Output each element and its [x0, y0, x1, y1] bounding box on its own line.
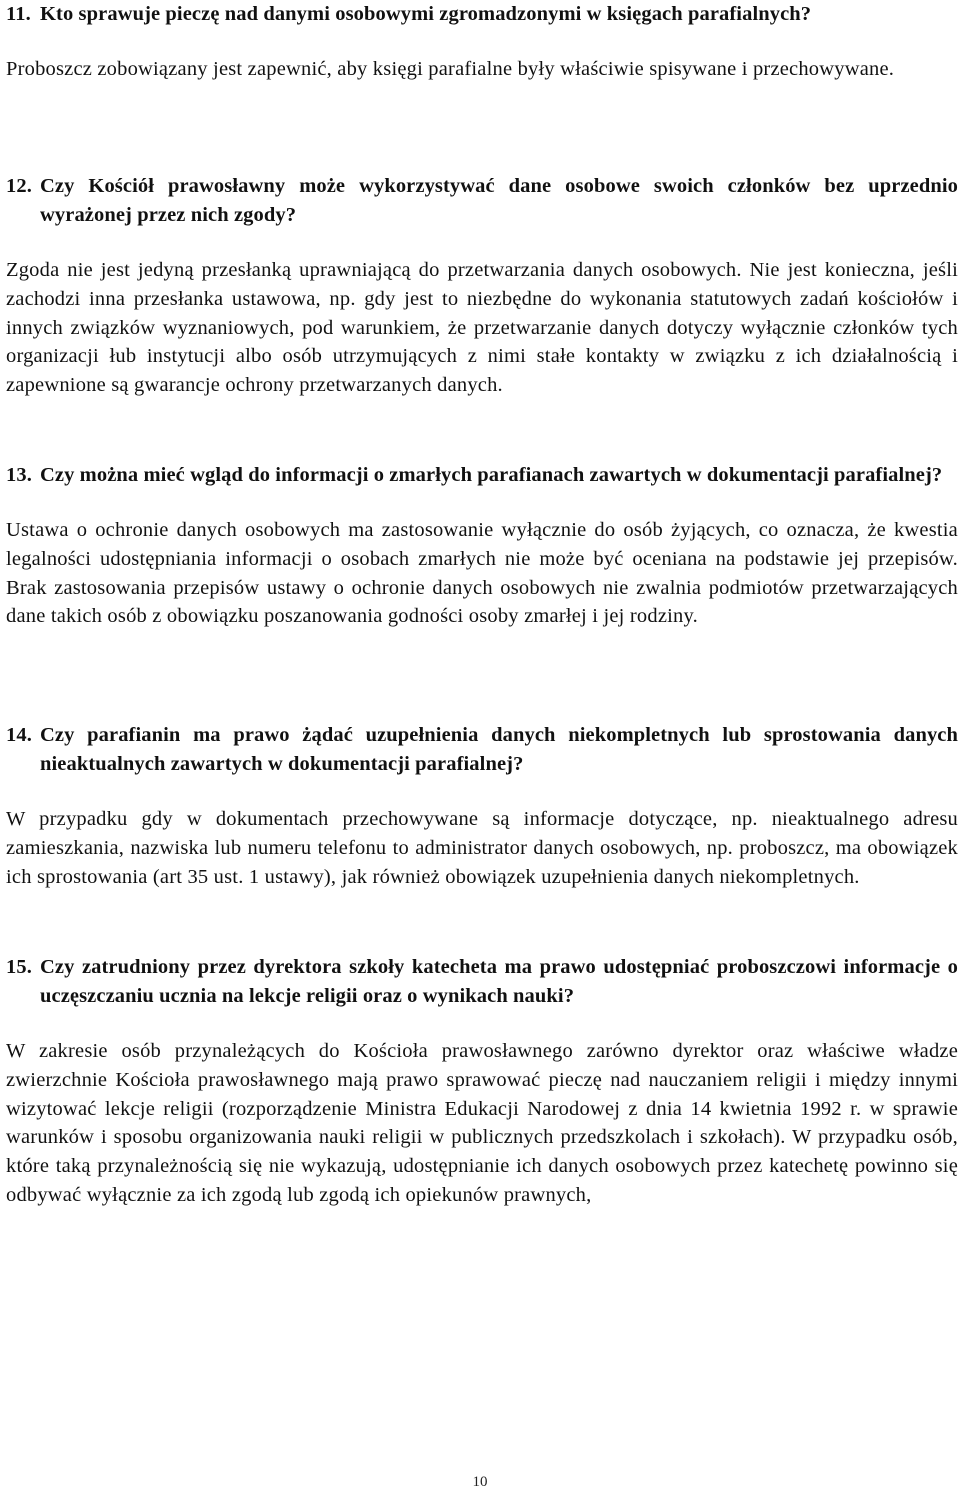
answer-paragraph: Zgoda nie jest jedyną przesłanką uprawniającą do przetwarzania danych osobowych. Nie jest konieczna, jeśli zachodzi inna przesłanka ustawowa, np. gdy jest to niezbędne do wykonania statutowych zadań kościołów i innych związków wyznaniowych, pod warunkiem, że przetwarzanie danych dotyczy wyłącznie członków tych organizacji łub instytucji albo osób utrzymujących z nimi stałe kontakty w związku z ich działalnością i zapewnione są gwarancje ochrony przetwarzanych danych. — [6, 259, 958, 397]
question-text: Kto sprawuje pieczę nad danymi osobowymi zgromadzonymi w księgach parafialnych? — [40, 3, 812, 25]
question-text: Czy zatrudniony przez dyrektora szkoły katecheta ma prawo udostępniać proboszczowi informacje o uczęszczaniu ucznia na lekcje religii oraz o wynikach nauki? — [40, 956, 958, 1007]
question-text: Czy parafianin ma prawo żądać uzupełnienia danych niekompletnych lub sprostowania danych nieaktualnych zawartych w dokumentacji parafialnej? — [40, 724, 958, 775]
question-text: Czy można mieć wgląd do informacji o zmarłych parafianach zawartych w dokumentacji parafialnej? — [40, 464, 943, 486]
question-text: Czy Kościół prawosławny może wykorzystywać dane osobowe swoich członków bez uprzednio wyrażonej przez nich zgody? — [40, 175, 958, 226]
question-number: 11. — [6, 3, 31, 25]
page-number: 10 — [472, 1474, 488, 1490]
qa-item-13 — [6, 461, 958, 631]
question-number: 13. — [6, 464, 32, 486]
qa-item-14 — [6, 721, 958, 891]
question-heading — [6, 0, 958, 29]
question-number: 15. — [6, 956, 32, 978]
qa-item-12 — [6, 172, 958, 400]
question-number: 12. — [6, 175, 32, 197]
question-number: 14. — [6, 724, 32, 746]
question-heading — [6, 953, 958, 1011]
qa-item-15 — [6, 953, 958, 1210]
answer-paragraph: Proboszcz zobowiązany jest zapewnić, aby księgi parafialne były właściwie spisywane i przechowywane. — [6, 58, 895, 80]
answer-paragraph: W przypadku gdy w dokumentach przechowywane są informacje dotyczące, np. nieaktualnego adresu zamieszkania, nazwiska lub numeru telefonu to administrator danych osobowych, np. proboszcz, ma obowiązek ich sprostowania (art 35 ust. 1 ustawy), jak również obowiązek uzupełnienia danych niekompletnych. — [6, 808, 958, 888]
answer-paragraph: Ustawa o ochronie danych osobowych ma zastosowanie wyłącznie do osób żyjących, co oznacza, że kwestia legalności udostępniania informacji o osobach zmarłych nie może być oceniana na podstawie jej przepisów. Brak zastosowania przepisów ustawy o ochronie danych osobowych nie zwalnia podmiotów przetwarzających dane takich osób z obowiązku poszanowania godności osoby zmarłej i jej rodziny. — [6, 519, 958, 628]
question-heading — [6, 172, 958, 230]
question-heading — [6, 721, 958, 779]
answer-paragraph: W zakresie osób przynależących do Kościoła prawosławnego zarówno dyrektor oraz właściwe władze zwierzchnie Kościoła prawosławnego mają prawo sprawować pieczę nad nauczaniem religii i między innymi wizytować lekcje religii (rozporządzenie Ministra Edukacji Narodowej z dnia 14 kwietnia 1992 r. w sprawie warunków i sposobu organizowania nauki religii w publicznych przedszkolach i szkołach). W przypadku osób, które taką przynależnością się nie wykazują, udostępnianie ich danych osobowych przez katechetę powinno się odbywać wyłącznie za ich zgodą lub zgodą ich opiekunów prawnych, — [6, 1040, 958, 1206]
question-heading — [6, 461, 958, 490]
qa-item-11 — [6, 0, 958, 84]
